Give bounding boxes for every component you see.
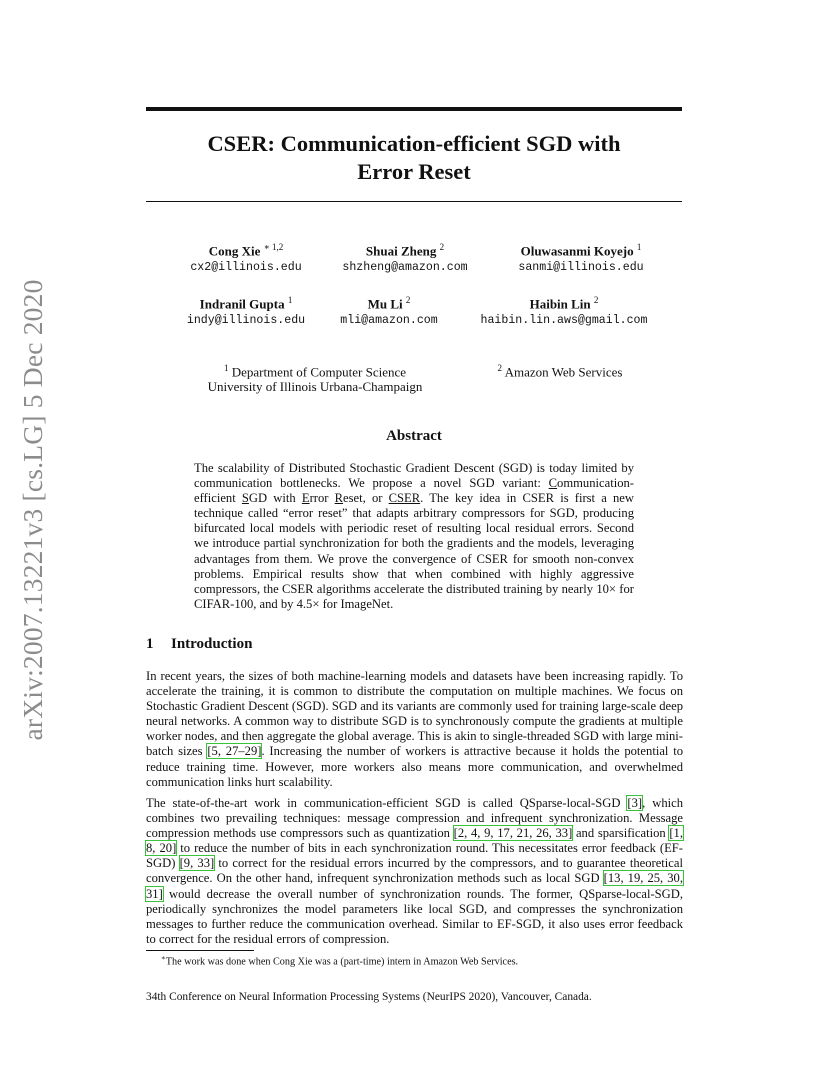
footnote-rule xyxy=(146,950,254,951)
abstract-heading: Abstract xyxy=(386,428,442,444)
citation-link[interactable]: [9, 33] xyxy=(179,856,215,871)
citation-link[interactable]: [1, 8, 20] xyxy=(146,826,683,856)
author-email[interactable]: haibin.lin.aws@gmail.com xyxy=(480,314,648,328)
author-name: Haibin Lin $^2$ xyxy=(529,295,599,312)
intro-paragraph-1: In recent years, the sizes of both machine-learning models and datasets have been increasing rapidly. To accelerate the training, it is common to distribute the computation on multiple machines. We focus on Stochastic Gradient Descent (SGD). SGD and its variants are commonly used for training large-scale deep neural networks. A common way to distribute SGD is to synchronously compute the gradients at multiple worker nodes, and then aggregate the global average. This is akin to single-threaded SGD with large mini-batch sizes [5, 27–29]. Increasing the number of workers is attractive because it holds the potential to reduce training time. However, more workers also means more communication, and overwhelmed communication links hurt scalability. xyxy=(146,669,683,789)
citation-link[interactable]: [5, 27–29] xyxy=(207,744,262,759)
author-email[interactable]: cx2@illinois.edu xyxy=(190,261,302,275)
citation-link[interactable]: [2, 4, 9, 17, 21, 26, 33] xyxy=(453,826,573,841)
author-name: Oluwasanmi Koyejo $^1$ xyxy=(520,242,642,259)
venue-line: 34th Conference on Neural Information Processing Systems (NeurIPS 2020), Vancouver, Canada. xyxy=(146,991,592,1003)
title-bottom-rule xyxy=(146,201,682,202)
paper-title xyxy=(146,130,682,186)
citation-link[interactable]: [13, 19, 25, 30, 31] xyxy=(146,871,683,901)
author-block xyxy=(454,292,674,329)
title-line-2: Error Reset xyxy=(357,159,471,184)
author-name: Indranil Gupta $^1$ xyxy=(199,295,293,312)
footnote: ∗The work was done when Cong Xie was a (part-time) intern in Amazon Web Services. xyxy=(161,954,519,968)
author-email[interactable]: sanmi@illinois.edu xyxy=(518,261,644,275)
abstract-body: The scalability of Distributed Stochastic Gradient Descent (SGD) is today limited by communication bottlenecks. We propose a novel SGD variant: Communication-efficient SGD with Error Reset, or CSER. The key idea in CSER is first a new technique called “error reset” that adapts arbitrary compressors for SGD, producing bifurcated local models with periodic reset of resulting local residual errors. Second we introduce partial synchronization for both the gradients and the models, leveraging advantages from them. We prove the convergence of CSER for smooth non-convex problems. Empirical results show that when combined with highly aggressive compressors, the CSER algorithms accelerate the distributed training by nearly 10× for CIFAR-100, and by 4.5× for ImageNet. xyxy=(194,461,634,611)
title-line-1: CSER: Communication-efficient SGD with xyxy=(207,131,621,156)
section-heading: 1 Introduction xyxy=(146,636,253,652)
arxiv-id: arXiv:2007.13221v3 [cs.LG] 5 Dec 2020 xyxy=(17,279,48,741)
author-email[interactable]: shzheng@amazon.com xyxy=(342,261,468,275)
author-name: Shuai Zheng $^2$ xyxy=(365,242,445,259)
title-top-rule xyxy=(146,107,682,111)
author-email[interactable]: indy@illinois.edu xyxy=(186,314,306,328)
intro-paragraph-2: The state-of-the-art work in communication-efficient SGD is called QSparse-local-SGD [3], which combines two prevailing techniques: message compression and infrequent synchronization. Message compression methods use compressors such as quantization [2, 4, 9, 17, 21, 26, 33] and sparsification [1, 8, 20] to reduce the number of bits in each synchronization round. This necessitates error feedback (EF-SGD) [9, 33] to correct for the residual errors incurred by the compressors, and to guarantee theoretical convergence. On the other hand, infrequent synchronization methods such as local SGD [13, 19, 25, 30, 31] would decrease the overall number of synchronization rounds. The former, QSparse-local-SGD, periodically synchronizes the model parameters like local SGD, and compresses the synchronization messages to further reduce the communication overhead. Similar to EF-SGD, it also uses error feedback to correct for the residual errors of compression. xyxy=(146,796,684,946)
affiliation-2: $^2$ Amazon Web Services xyxy=(497,363,623,380)
author-email[interactable]: mli@amazon.com xyxy=(340,314,438,328)
arxiv-stamp xyxy=(5,279,61,741)
author-block xyxy=(471,239,691,276)
affiliation-1: $^1$ Department of Computer Science University of Illinois Urbana-Champaign xyxy=(207,363,423,395)
author-name: Cong Xie $^{∗ 1,2}$ xyxy=(208,242,284,259)
author-name: Mu Li $^2$ xyxy=(367,295,411,312)
citation-link[interactable]: [3] xyxy=(627,796,643,810)
